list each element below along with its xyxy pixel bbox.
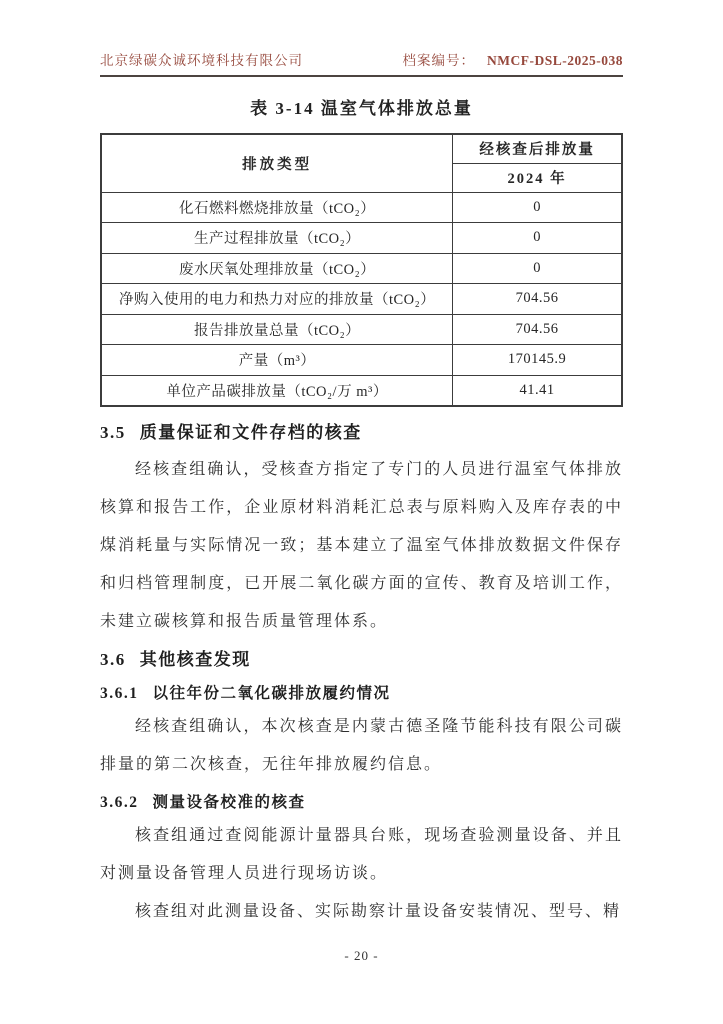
table-row: [101, 314, 622, 345]
emission-type-cell: 废水厌氧处理排放量（tCO₂）: [101, 253, 453, 284]
table-header-row: [101, 134, 622, 163]
section-3-5-heading: [100, 420, 623, 446]
section-number: 3.6.2: [100, 793, 139, 811]
col-header-emission-type: 排放类型: [101, 134, 453, 192]
section-number: 3.6: [100, 649, 126, 669]
page-number: - 20 -: [344, 948, 379, 963]
archive-number: NMCF-DSL-2025-038: [487, 53, 623, 68]
emission-value-cell: 41.41: [453, 375, 622, 406]
archive-label: 档案编号：: [402, 53, 475, 68]
col-header-year: 2024 年: [453, 163, 622, 192]
emission-type-cell: 单位产品碳排放量（tCO₂/万 m³）: [101, 375, 453, 406]
emission-value-cell: 0: [453, 223, 622, 254]
page-content: [100, 0, 623, 931]
emission-value-cell: 704.56: [453, 314, 622, 345]
table-row: [101, 375, 622, 406]
section-3-6-2-paragraph-1: 核查组通过查阅能源计量器具台账，现场查验测量设备、并且对测量设备管理人员进行现场访谈。: [100, 826, 623, 882]
emission-type-cell: 产量（m³）: [101, 345, 453, 376]
section-3-6-1-paragraph: 经核查组确认，本次核查是内蒙古德圣隆节能科技有限公司碳排量的第二次核查，无往年排放履约信息。: [100, 717, 623, 773]
header-divider: [100, 75, 623, 77]
company-name: 北京绿碳众诚环境科技有限公司: [100, 53, 303, 68]
section-title: 测量设备校准的核查: [152, 793, 306, 811]
section-3-6-2-heading: [100, 791, 623, 815]
table-row: [101, 345, 622, 376]
table-row: [101, 192, 622, 223]
section-3-6-2-paragraph-2: 核查组对此测量设备、实际勘察计量设备安装情况、型号、精: [135, 902, 622, 920]
section-title: 质量保证和文件存档的核查: [139, 422, 362, 442]
emission-type-cell: 净购入使用的电力和热力对应的排放量（tCO₂）: [101, 284, 453, 315]
section-3-5-paragraph: 经核查组确认，受核查方指定了专门的人员进行温室气体排放核算和报告工作，企业原材料消耗汇总表与原料购入及库存表的中煤消耗量与实际情况一致；基本建立了温室气体排放数据文件保存和归档管理制度，已开展二氧化碳方面的宣传、教育及培训工作，未建立碳核算和报告质量管理体系。: [100, 460, 623, 630]
emission-value-cell: 0: [453, 253, 622, 284]
section-number: 3.6.1: [100, 684, 139, 702]
section-title: 以往年份二氧化碳排放履约情况: [152, 684, 391, 702]
emission-value-cell: 704.56: [453, 284, 622, 315]
table-row: [101, 253, 622, 284]
page-header: [100, 49, 623, 75]
emission-type-cell: 报告排放量总量（tCO₂）: [101, 314, 453, 345]
emission-type-cell: 生产过程排放量（tCO₂）: [101, 223, 453, 254]
archive-field: [403, 49, 624, 69]
table-title: 表 3-14 温室气体排放总量: [250, 99, 473, 118]
emission-type-cell: 化石燃料燃烧排放量（tCO₂）: [101, 192, 453, 223]
section-number: 3.5: [100, 422, 126, 442]
section-title: 其他核查发现: [139, 649, 251, 669]
table-row: [101, 284, 622, 315]
emissions-table: [100, 133, 623, 407]
table-row: [101, 223, 622, 254]
col-header-verified-emissions: 经核查后排放量: [453, 134, 622, 163]
emission-value-cell: 170145.9: [453, 345, 622, 376]
emission-value-cell: 0: [453, 192, 622, 223]
section-3-6-1-heading: [100, 682, 623, 706]
section-3-6-heading: [100, 647, 623, 673]
